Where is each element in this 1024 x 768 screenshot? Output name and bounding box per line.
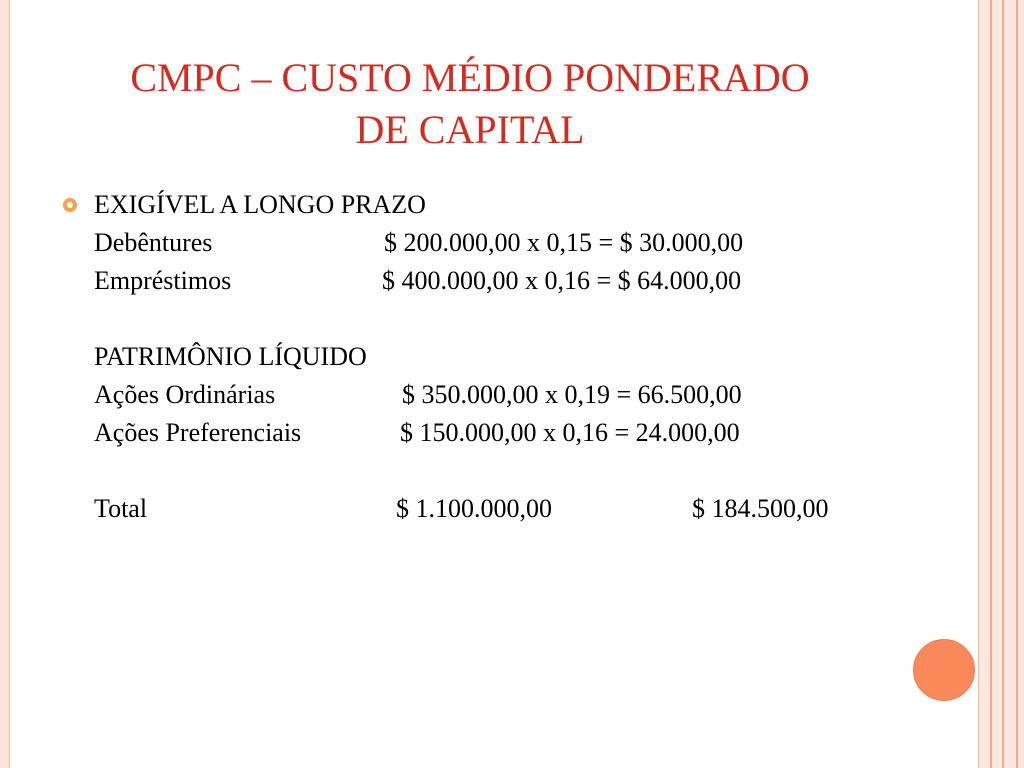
stripe [1018,0,1024,768]
slide-content [94,186,914,528]
common-shares-label: Ações Ordinárias [94,380,276,409]
spacer [94,300,914,338]
equity-heading-row [94,338,914,376]
left-border-decoration [0,0,10,768]
total-capital: $ 1.100.000,00 [396,494,552,523]
spacer [94,452,914,490]
stripe [978,0,990,768]
total-cost: $ 184.500,00 [692,494,829,523]
accent-circle-decoration [913,639,975,701]
liabilities-heading-row [94,186,914,224]
title-line-1: CMPC – CUSTO MÉDIO PONDERADO [130,55,810,100]
right-stripes-decoration [978,0,1024,768]
loans-formula: $ 400.000,00 x 0,16 = $ 64.000,00 [382,266,742,295]
loans-row [94,262,914,300]
common-shares-formula: $ 350.000,00 x 0,19 = 66.500,00 [402,380,742,409]
preferred-shares-formula: $ 150.000,00 x 0,16 = 24.000,00 [400,418,740,447]
stripe [1004,0,1016,768]
preferred-shares-label: Ações Preferenciais [94,418,302,447]
equity-heading: PATRIMÔNIO LÍQUIDO [94,342,367,371]
preferred-shares-row [94,414,914,452]
loans-label: Empréstimos [94,266,232,295]
title-line-2: DE CAPITAL [355,107,585,152]
debentures-row [94,224,914,262]
slide-title [40,52,900,156]
bullet-icon [63,198,77,212]
debentures-label: Debêntures [94,228,213,257]
total-label: Total [94,494,148,523]
total-row [94,490,914,528]
common-shares-row [94,376,914,414]
debentures-formula: $ 200.000,00 x 0,15 = $ 30.000,00 [384,228,744,257]
liabilities-heading: EXIGÍVEL A LONGO PRAZO [94,190,426,219]
stripe [992,0,1002,768]
